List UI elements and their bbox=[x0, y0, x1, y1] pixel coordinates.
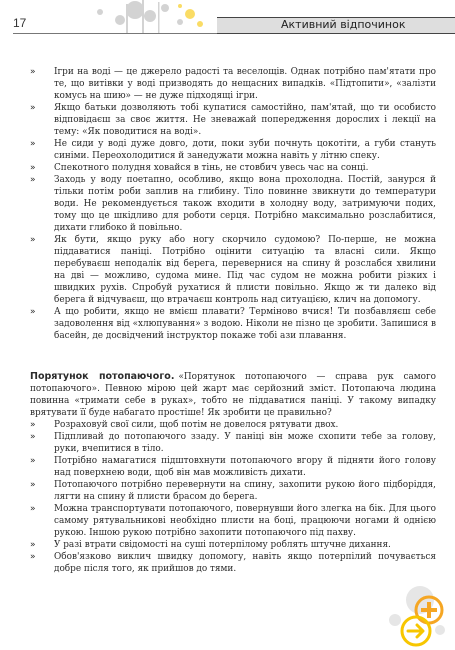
bullet-mark-icon: » bbox=[30, 420, 36, 430]
bullet-text: Потопаючого потрібно перевернути на спину, захопити рукою його підборіддя, лягти на спину й плисти брасом до берега. bbox=[54, 480, 436, 502]
bullet-text: Можна транспортувати потопаючого, повернувши його злегка на бік. Для цього самому рятувальникові необхідно плисти на боці, працюючи ногами й однією рукою. Іншою рукою потрібно захопити потопаючого під пахву. bbox=[54, 504, 436, 538]
list-item bbox=[30, 138, 436, 162]
list-item bbox=[30, 306, 436, 342]
bullet-mark-icon: » bbox=[30, 175, 36, 185]
bullet-text: Потрібно намагатися підштовхнути потопаючого вгору й підняти його голову над поверхнею води, щоб він мав можливість дихати. bbox=[54, 456, 436, 478]
bullets-top bbox=[30, 66, 436, 342]
bullet-mark-icon: » bbox=[30, 480, 36, 490]
bullet-text: У разі втрати свідомості на суші потерпілому роблять штучне дихання. bbox=[54, 540, 391, 550]
bullet-mark-icon: » bbox=[30, 139, 36, 149]
list-item bbox=[30, 479, 436, 503]
bullet-mark-icon: » bbox=[30, 163, 36, 173]
bullet-mark-icon: » bbox=[30, 504, 36, 514]
bullet-mark-icon: » bbox=[30, 540, 36, 550]
bullet-mark-icon: » bbox=[30, 307, 36, 317]
rescue-heading: Порятунок потопаючого. bbox=[30, 371, 175, 382]
rescue-intro-text: «Порятунок потопаючого — справа рук самого потопаючого». Певною мірою цей жарт має серйозний зміст. Потопаюча людина повинна «тримати себе в руках», тобто не піддаватися паніці. У такому випадку врятувати її буде набагато простіше! Як зробити це правильно? bbox=[30, 372, 436, 418]
list-item bbox=[30, 455, 436, 479]
bullet-mark-icon: » bbox=[30, 67, 36, 77]
bullet-text: Спекотного полудня ховайся в тінь, не стовбич увесь час на сонці. bbox=[54, 163, 369, 173]
list-item bbox=[30, 234, 436, 306]
list-item bbox=[30, 431, 436, 455]
arrow-right-circle-icon bbox=[400, 615, 432, 647]
bullet-text: Обов'язково виклич швидку допомогу, навіть якщо потерпілий почувається добре після того, як прийшов до тями. bbox=[54, 552, 436, 574]
list-item bbox=[30, 162, 436, 174]
bullet-text: Підпливай до потопаючого ззаду. У паніці він може схопити тебе за голову, руки, вчепитися в тіло. bbox=[54, 432, 436, 454]
list-item bbox=[30, 539, 436, 551]
list-item bbox=[30, 174, 436, 234]
page-number: 17 bbox=[13, 16, 27, 30]
list-item bbox=[30, 503, 436, 539]
ink-splatter-decoration bbox=[40, 0, 220, 36]
list-item bbox=[30, 419, 436, 431]
bullet-mark-icon: » bbox=[30, 103, 36, 113]
bullet-mark-icon: » bbox=[30, 552, 36, 562]
bullet-mark-icon: » bbox=[30, 456, 36, 466]
bullet-mark-icon: » bbox=[30, 432, 36, 442]
bullet-text: Розраховуй свої сили, щоб потім не довелося рятувати двох. bbox=[54, 420, 339, 430]
bullet-text: А що робити, якщо не вмієш плавати? Терміново вчися! Ти позбавляєш себе задоволення від «хлюпування» з водою. Ніколи не пізно це зробити. Запишися в басейн, де досвідчений інструктор покаже тобі ази плавання. bbox=[54, 307, 436, 341]
bullet-text: Як бути, якщо руку або ногу скорчило судомою? По-перше, не можна піддаватися паніці. Потрібно оцінити ситуацію та власні сили. Якщо перебуваєш неподалік від берега, перевернися на спину й розслабся хвилини на дві — можливо, судома мине. Під час судом не можна робити різких і швидких рухів. Спробуй рухатися й плисти повільно. Якщо ж ти далеко від берега й відчуваєш, що втрачаєш контроль над ситуацією, клич на допомогу. bbox=[54, 235, 436, 305]
bullet-text: Якщо батьки дозволяють тобі купатися самостійно, пам'ятай, що ти особисто відповідаєш за своє життя. Не зневажай попередження дорослих і лекції на тему: «Як поводитися на воді». bbox=[54, 103, 436, 137]
section-title: Активний відпочинок bbox=[281, 18, 406, 31]
list-item bbox=[30, 66, 436, 102]
rescue-intro-paragraph bbox=[30, 371, 436, 419]
page-content bbox=[30, 66, 436, 575]
bullet-text: Не сиди у воді дуже довго, доти, поки зуби почнуть цокотіти, а губи стануть синіми. Переохолодитися й занедужати можна навіть у літню спеку. bbox=[54, 139, 436, 161]
list-item bbox=[30, 102, 436, 138]
bullet-text: Заходь у воду поетапно, особливо, якщо вона прохолодна. Постій, занурся й тільки потім роби заплив на глибину. Тіло повинне звикнути до температури води. Не рекомендується також входити в холодну воду, затримуючи подих, тому що це шкідливо для роботи серця. Потрібно максимально розслабитися, дихати глибоко й повільно. bbox=[54, 175, 436, 233]
bullet-text: Ігри на воді — це джерело радості та веселощів. Однак потрібно пам'ятати про те, що витівки у воді призводять до нещасних випадків. «Підтопити», «залізти комусь на шию» — не дуже підходящі ігри. bbox=[54, 67, 436, 101]
header-rule bbox=[13, 33, 218, 34]
rescue-steps bbox=[30, 419, 436, 575]
bullet-mark-icon: » bbox=[30, 235, 36, 245]
